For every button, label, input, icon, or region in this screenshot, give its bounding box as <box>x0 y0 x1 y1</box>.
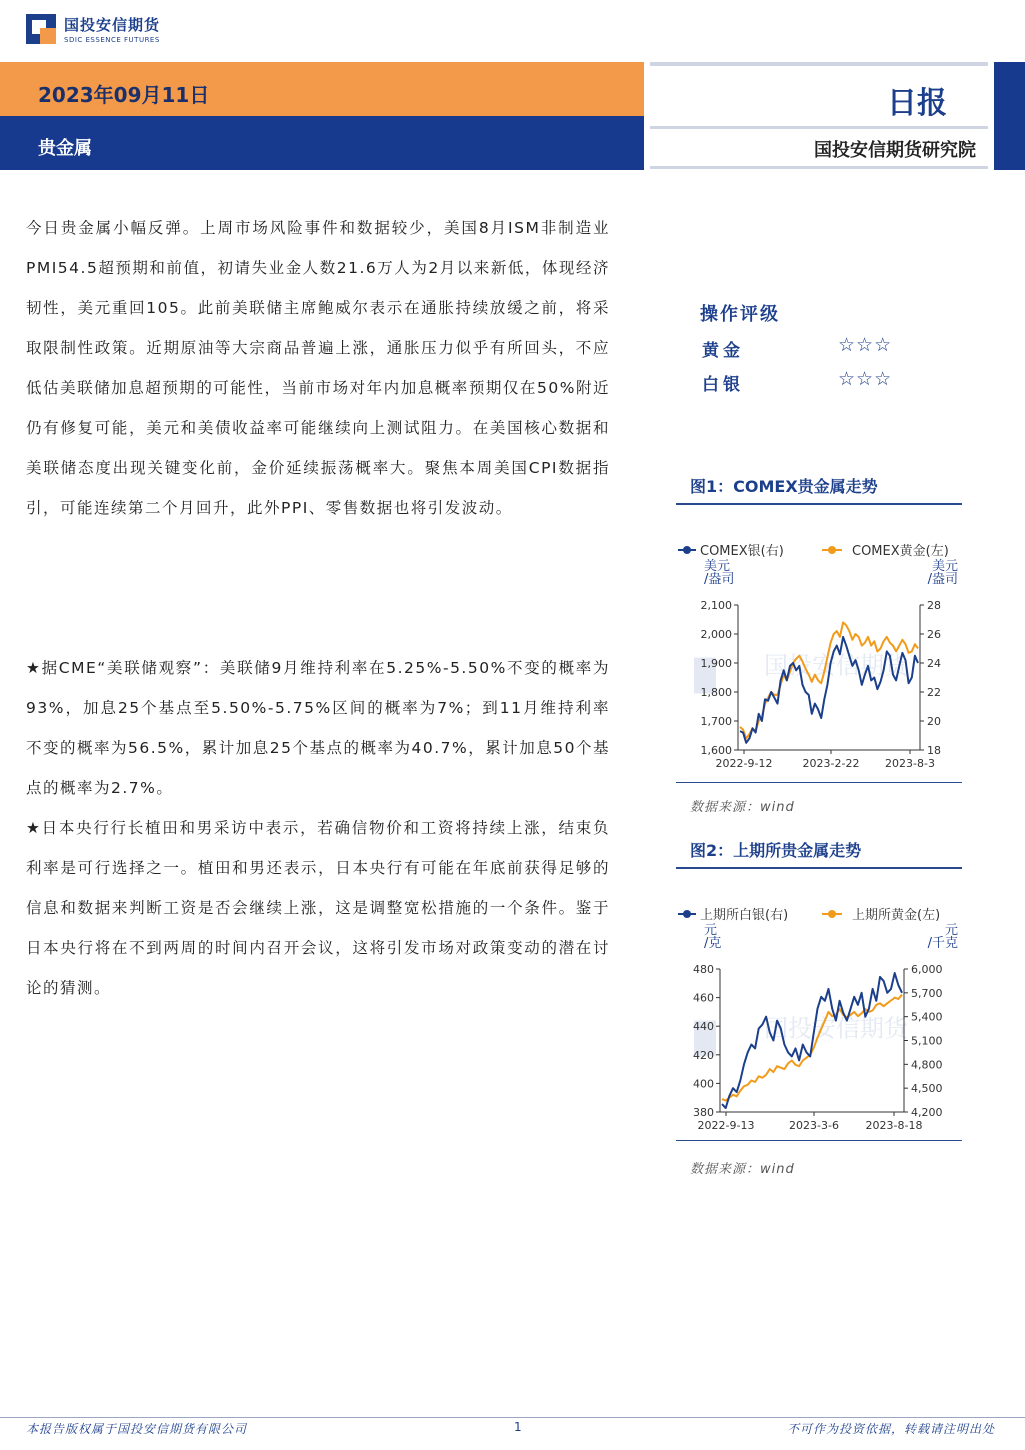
divider <box>650 166 988 169</box>
legend-silver-label: COMEX银(右) <box>700 544 784 559</box>
right-tick-label: 24 <box>927 657 941 670</box>
chart-comex <box>676 536 962 782</box>
right-tick-label: 4,500 <box>911 1082 943 1096</box>
report-date: 2023年09月11日 <box>38 83 210 107</box>
page-number: 1 <box>514 1420 522 1434</box>
left-axis-unit: /盎司 <box>704 572 735 587</box>
left-tick-label: 420 <box>693 1048 714 1062</box>
legend-gold-label: COMEX黄金(左) <box>852 544 949 559</box>
body-paragraph: ★据CME“美联储观察”：美联储9月维持利率在5.25%-5.50%不变的概率为93%，加息25个基点至5.50%-5.75%区间的概率为7%；到11月维持利率不变的概率为56.5%，累计加息25个基点的概率为40.7%，累计加息50个基点的概率为2.7%。 <box>26 659 610 797</box>
legend-gold-label: 上期所黄金(左) <box>852 908 941 923</box>
figure-1-bottom-rule <box>676 782 962 783</box>
rating-item-gold-name: 黄金 <box>702 341 744 361</box>
right-axis-unit: /盎司 <box>927 572 958 587</box>
left-tick-label: 480 <box>693 963 714 976</box>
rating-item-gold-stars: ☆☆☆ <box>838 334 893 356</box>
header-category-bar <box>0 116 644 170</box>
body-paragraph: 今日贵金属小幅反弹。上周市场风险事件和数据较少，美国8月ISM非制造业PMI54.5超预期和前值，初请失业金人数21.6万人为2月以来新低，体现经济韧性，美元重回105。此前美联储主席鲍威尔表示在通胀持续放缓之前，将采取限制性政策。近期原油等大宗商品普遍上涨，通胀压力似乎有所回头，不应低估美联储加息超预期的可能性，当前市场对年内加息概率预期仅在50%附近仍有修复可能，美元和美债收益率可能继续向上测试阻力。在美国核心数据和美联储态度出现关键变化前，金价延续振荡概率大。聚焦本周美国CPI数据指引，可能连续第二个月回升，此外PPI、零售数据也将引发波动。 <box>26 219 610 517</box>
rating-item-silver-name: 白银 <box>702 375 744 395</box>
footer-divider <box>0 1417 1025 1418</box>
figure-1-source: 数据来源：wind <box>690 800 795 815</box>
right-tick-label: 22 <box>927 686 941 699</box>
left-tick-label: 1,800 <box>700 686 732 699</box>
divider <box>650 126 988 129</box>
left-tick-label: 2,100 <box>700 599 732 612</box>
logo-name-cn: 国投安信期货 <box>64 16 161 34</box>
left-tick-label: 400 <box>693 1077 714 1091</box>
left-tick-label: 1,600 <box>700 744 732 757</box>
left-tick-label: 460 <box>693 991 714 1005</box>
legend-gold-marker <box>828 910 836 918</box>
x-tick-label: 2023-8-18 <box>865 1119 923 1132</box>
x-tick-label: 2023-2-22 <box>802 757 860 770</box>
footer-disclaimer: 不可作为投资依据，转载请注明出处 <box>786 1422 995 1436</box>
right-tick-label: 4,200 <box>911 1106 943 1119</box>
left-axis-unit: /克 <box>704 936 722 951</box>
figure-1-title: 图1：COMEX贵金属走势 <box>690 477 878 496</box>
divider <box>650 62 988 66</box>
right-tick-label: 20 <box>927 715 941 728</box>
rating-title: 操作评级 <box>700 304 780 325</box>
right-tick-label: 26 <box>927 628 941 641</box>
footer-copyright: 本报告版权属于国投安信期货有限公司 <box>26 1422 248 1436</box>
company-logo <box>26 14 56 44</box>
left-tick-label: 380 <box>693 1106 714 1119</box>
figure-2-bottom-rule <box>676 1140 962 1141</box>
x-tick-label: 2023-8-3 <box>885 757 935 770</box>
left-tick-label: 1,900 <box>700 657 732 670</box>
legend-silver-marker <box>683 546 691 554</box>
watermark-text: 国投安信期货 <box>764 651 908 680</box>
right-tick-label: 5,700 <box>911 986 943 1000</box>
right-tick-label: 18 <box>927 744 941 757</box>
watermark-text: 国投安信期货 <box>764 1014 908 1043</box>
legend-gold-marker <box>828 546 836 554</box>
chart-shfe <box>676 900 962 1140</box>
right-tick-label: 28 <box>927 599 941 612</box>
figure-2-title: 图2：上期所贵金属走势 <box>690 841 862 860</box>
right-axis-unit: 美元 <box>931 559 958 574</box>
left-tick-label: 440 <box>693 1020 714 1034</box>
report-type: 日报 <box>887 86 947 121</box>
right-axis-unit: /千克 <box>927 936 958 951</box>
left-axis-unit: 美元 <box>704 559 731 574</box>
left-axis-unit: 元 <box>704 923 718 938</box>
x-tick-label: 2023-3-6 <box>789 1119 839 1132</box>
right-axis-unit: 元 <box>944 923 958 938</box>
header-right-bar <box>994 62 1025 170</box>
report-category: 贵金属 <box>38 138 92 159</box>
institute-name: 国投安信期货研究院 <box>814 140 976 161</box>
left-tick-label: 2,000 <box>700 628 732 641</box>
x-tick-label: 2022-9-12 <box>715 757 773 770</box>
x-tick-label: 2022-9-13 <box>697 1119 755 1132</box>
figure-2-rule <box>676 867 962 869</box>
right-tick-label: 5,400 <box>911 1010 943 1024</box>
figure-2-source: 数据来源：wind <box>690 1162 795 1177</box>
legend-silver-marker <box>683 910 691 918</box>
legend-silver-label: 上期所白银(右) <box>700 908 789 923</box>
right-tick-label: 6,000 <box>911 963 943 976</box>
logo-name-en: SDIC ESSENCE FUTURES <box>64 36 160 44</box>
body-paragraph: ★日本央行行长植田和男采访中表示，若确信物价和工资将持续上涨，结束负利率是可行选择之一。植田和男还表示，日本央行有可能在年底前获得足够的信息和数据来判断工资是否会继续上涨，这是调整宽松措施的一个条件。鉴于日本央行将在不到两周的时间内召开会议，这将引发市场对政策变动的潜在讨论的猜测。 <box>26 819 610 997</box>
right-tick-label: 5,100 <box>911 1034 943 1048</box>
left-tick-label: 1,700 <box>700 715 732 728</box>
right-tick-label: 4,800 <box>911 1058 943 1072</box>
rating-item-silver-stars: ☆☆☆ <box>838 368 893 390</box>
figure-1-rule <box>676 503 962 505</box>
